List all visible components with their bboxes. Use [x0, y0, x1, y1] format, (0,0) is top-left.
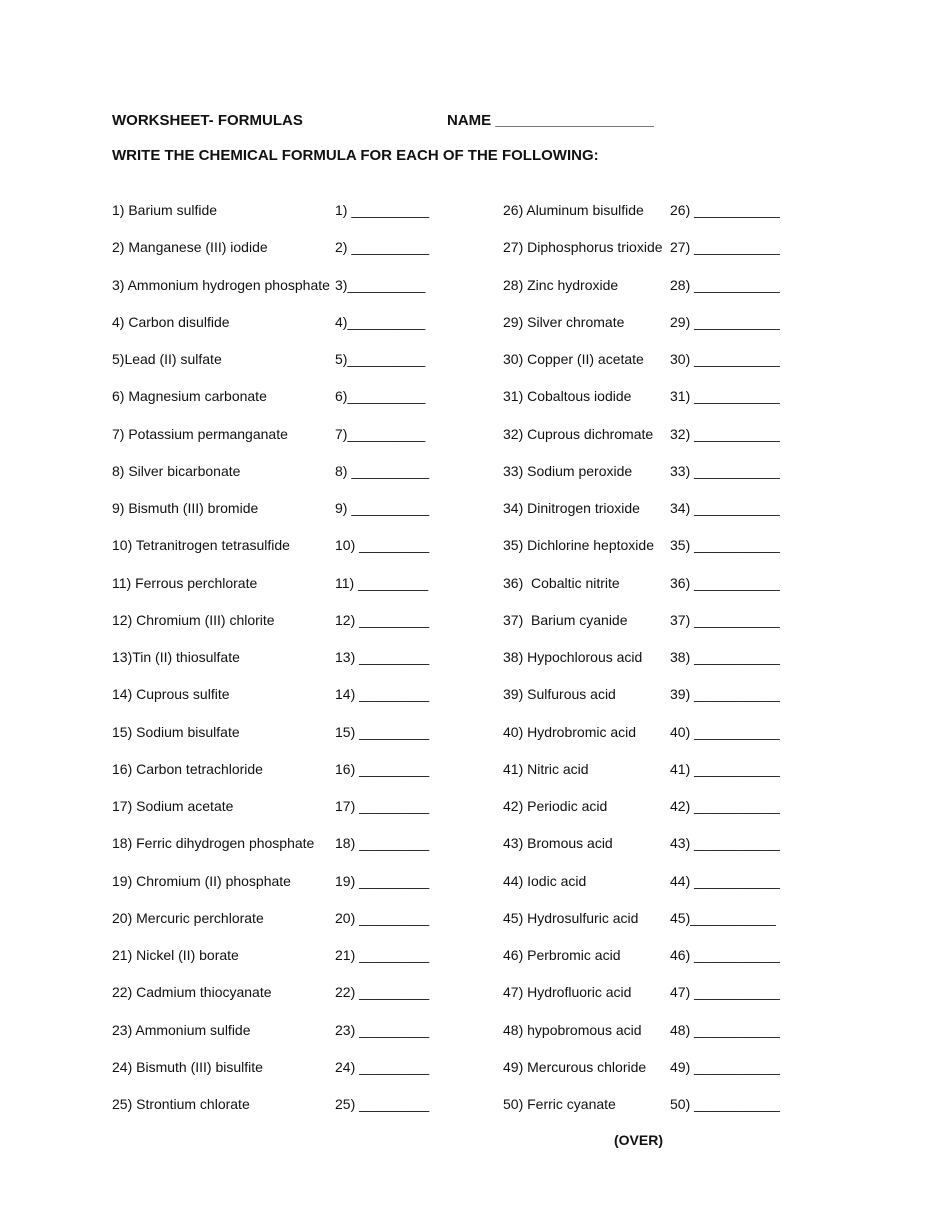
question-prompt: 18) Ferric dihydrogen phosphate: [112, 835, 315, 851]
answer-blank[interactable]: 9) __________: [335, 500, 430, 516]
answer-blank[interactable]: 32) ___________: [670, 426, 780, 442]
answer-blank[interactable]: 37) ___________: [670, 612, 780, 628]
answer-blank[interactable]: 39) ___________: [670, 686, 780, 702]
answer-blank[interactable]: 35) ___________: [670, 537, 780, 553]
question-prompt: 46) Perbromic acid: [503, 947, 621, 963]
answer-blank[interactable]: 15) _________: [335, 724, 430, 740]
answer-blank[interactable]: 14) _________: [335, 686, 430, 702]
question-prompt: 34) Dinitrogen trioxide: [503, 500, 640, 516]
question-prompt: 6) Magnesium carbonate: [112, 388, 267, 404]
answer-blank[interactable]: 21) _________: [335, 947, 430, 963]
question-prompt: 10) Tetranitrogen tetrasulfide: [112, 537, 290, 553]
answer-blank[interactable]: 7)__________: [335, 426, 426, 442]
question-prompt: 7) Potassium permanganate: [112, 426, 288, 442]
answer-blank[interactable]: 23) _________: [335, 1022, 430, 1038]
answer-blank[interactable]: 49) ___________: [670, 1059, 780, 1075]
answer-blank[interactable]: 10) _________: [335, 537, 430, 553]
answer-blank[interactable]: 31) ___________: [670, 388, 780, 404]
answer-blank[interactable]: 45)___________: [670, 910, 776, 926]
answer-blank[interactable]: 22) _________: [335, 984, 430, 1000]
question-prompt: 24) Bismuth (III) bisulfite: [112, 1059, 263, 1075]
question-prompt: 16) Carbon tetrachloride: [112, 761, 263, 777]
question-prompt: 21) Nickel (II) borate: [112, 947, 239, 963]
answer-blank[interactable]: 6)__________: [335, 388, 426, 404]
question-prompt: 41) Nitric acid: [503, 761, 589, 777]
question-prompt: 1) Barium sulfide: [112, 202, 218, 218]
question-prompt: 3) Ammonium hydrogen phosphate: [112, 277, 330, 293]
question-prompt: 45) Hydrosulfuric acid: [503, 910, 639, 926]
question-prompt: 39) Sulfurous acid: [503, 686, 616, 702]
question-prompt: 8) Silver bicarbonate: [112, 463, 241, 479]
answer-blank[interactable]: 50) ___________: [670, 1096, 780, 1112]
answer-blank[interactable]: 17) _________: [335, 798, 430, 814]
answer-blank[interactable]: 2) __________: [335, 239, 430, 255]
question-prompt: 27) Diphosphorus trioxide: [503, 239, 663, 255]
question-prompt: 19) Chromium (II) phosphate: [112, 873, 291, 889]
answer-blank[interactable]: 1) __________: [335, 202, 430, 218]
answer-blank[interactable]: 5)__________: [335, 351, 426, 367]
answer-blank[interactable]: 18) _________: [335, 835, 430, 851]
answer-blank[interactable]: 8) __________: [335, 463, 430, 479]
question-prompt: 12) Chromium (III) chlorite: [112, 612, 275, 628]
question-prompt: 31) Cobaltous iodide: [503, 388, 632, 404]
answer-blank[interactable]: 38) ___________: [670, 649, 780, 665]
answer-blank[interactable]: 28) ___________: [670, 277, 780, 293]
answer-blank[interactable]: 43) ___________: [670, 835, 780, 851]
answer-blank[interactable]: 27) ___________: [670, 239, 780, 255]
question-prompt: 37) Barium cyanide: [503, 612, 628, 628]
question-prompt: 43) Bromous acid: [503, 835, 613, 851]
question-prompt: 50) Ferric cyanate: [503, 1096, 616, 1112]
question-prompt: 35) Dichlorine heptoxide: [503, 537, 654, 553]
question-prompt: 40) Hydrobromic acid: [503, 724, 637, 740]
answer-blank[interactable]: 19) _________: [335, 873, 430, 889]
answer-blank[interactable]: 44) ___________: [670, 873, 780, 889]
question-prompt: 48) hypobromous acid: [503, 1022, 642, 1038]
question-prompt: 33) Sodium peroxide: [503, 463, 633, 479]
question-prompt: 5)Lead (II) sulfate: [112, 351, 222, 367]
answer-blank[interactable]: 36) ___________: [670, 575, 780, 591]
answer-blank[interactable]: 3)__________: [335, 277, 426, 293]
question-prompt: 32) Cuprous dichromate: [503, 426, 654, 442]
question-prompt: 36) Cobaltic nitrite: [503, 575, 620, 591]
question-prompt: 22) Cadmium thiocyanate: [112, 984, 272, 1000]
worksheet-title: WORKSHEET- FORMULAS: [112, 112, 303, 129]
instructions-heading: WRITE THE CHEMICAL FORMULA FOR EACH OF THE FOLLOWING:: [112, 147, 599, 164]
over-footer: (OVER): [614, 1132, 663, 1148]
question-prompt: 26) Aluminum bisulfide: [503, 202, 644, 218]
question-prompt: 42) Periodic acid: [503, 798, 608, 814]
answer-blank[interactable]: 4)__________: [335, 314, 426, 330]
question-prompt: 25) Strontium chlorate: [112, 1096, 250, 1112]
answer-blank[interactable]: 11) _________: [335, 575, 429, 591]
question-prompt: 23) Ammonium sulfide: [112, 1022, 251, 1038]
question-prompt: 14) Cuprous sulfite: [112, 686, 230, 702]
question-prompt: 13)Tin (II) thiosulfate: [112, 649, 240, 665]
name-field-label: NAME ___________________: [447, 112, 654, 129]
answer-blank[interactable]: 24) _________: [335, 1059, 430, 1075]
answer-blank[interactable]: 40) ___________: [670, 724, 780, 740]
question-prompt: 15) Sodium bisulfate: [112, 724, 240, 740]
answer-blank[interactable]: 29) ___________: [670, 314, 780, 330]
question-prompt: 29) Silver chromate: [503, 314, 625, 330]
answer-blank[interactable]: 16) _________: [335, 761, 430, 777]
question-prompt: 17) Sodium acetate: [112, 798, 234, 814]
question-prompt: 49) Mercurous chloride: [503, 1059, 647, 1075]
answer-blank[interactable]: 20) _________: [335, 910, 430, 926]
question-prompt: 38) Hypochlorous acid: [503, 649, 643, 665]
answer-blank[interactable]: 46) ___________: [670, 947, 780, 963]
question-prompt: 47) Hydrofluoric acid: [503, 984, 632, 1000]
answer-blank[interactable]: 48) ___________: [670, 1022, 780, 1038]
question-prompt: 28) Zinc hydroxide: [503, 277, 619, 293]
question-prompt: 2) Manganese (III) iodide: [112, 239, 268, 255]
question-prompt: 30) Copper (II) acetate: [503, 351, 644, 367]
answer-blank[interactable]: 13) _________: [335, 649, 430, 665]
question-prompt: 44) Iodic acid: [503, 873, 587, 889]
question-prompt: 4) Carbon disulfide: [112, 314, 230, 330]
answer-blank[interactable]: 41) ___________: [670, 761, 780, 777]
answer-blank[interactable]: 25) _________: [335, 1096, 430, 1112]
question-prompt: 20) Mercuric perchlorate: [112, 910, 264, 926]
question-prompt: 11) Ferrous perchlorate: [112, 575, 258, 591]
answer-blank[interactable]: 33) ___________: [670, 463, 780, 479]
answer-blank[interactable]: 42) ___________: [670, 798, 780, 814]
question-prompt: 9) Bismuth (III) bromide: [112, 500, 259, 516]
answer-blank[interactable]: 30) ___________: [670, 351, 780, 367]
answer-blank[interactable]: 34) ___________: [670, 500, 780, 516]
answer-blank[interactable]: 12) _________: [335, 612, 430, 628]
answer-blank[interactable]: 26) ___________: [670, 202, 780, 218]
answer-blank[interactable]: 47) ___________: [670, 984, 780, 1000]
